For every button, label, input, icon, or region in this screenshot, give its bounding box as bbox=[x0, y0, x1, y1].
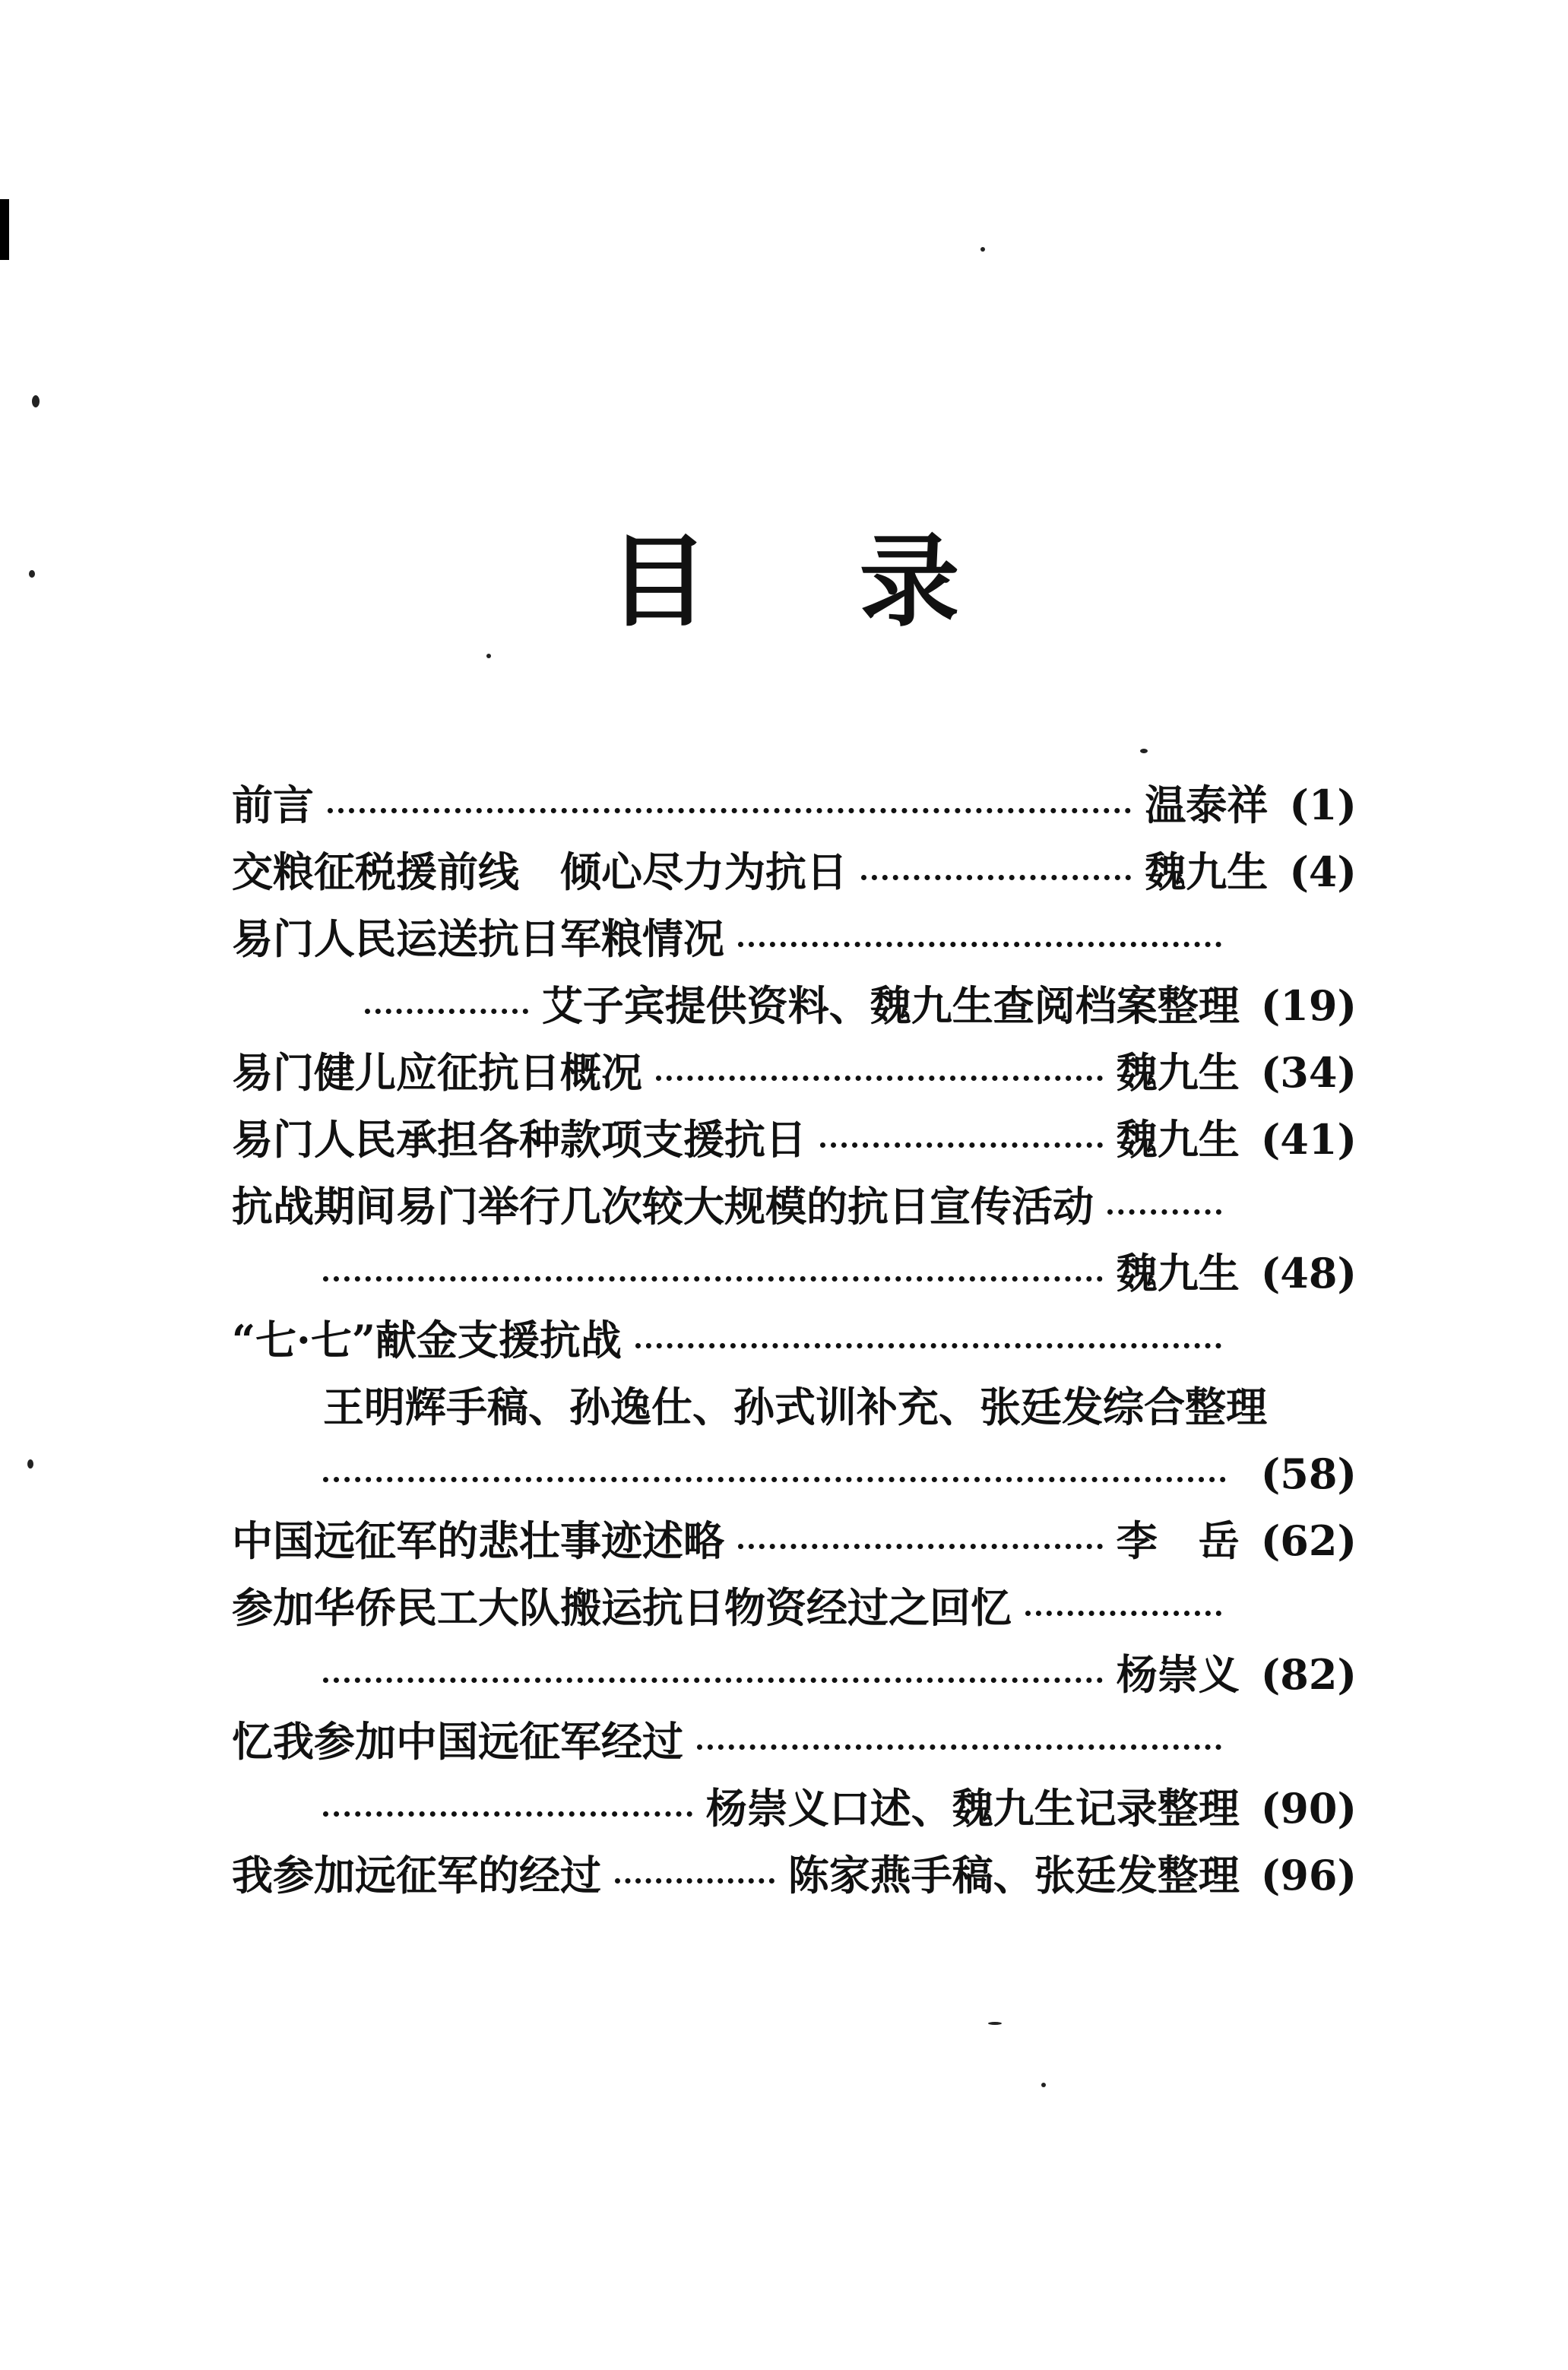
dot-leader bbox=[697, 1743, 1221, 1750]
entry-author: 陈家燕手稿、张廷发整理 bbox=[787, 1851, 1240, 1899]
dot-leader bbox=[323, 1676, 1103, 1683]
entry-author: 魏九生 bbox=[1145, 848, 1269, 896]
entry-title: 前言 bbox=[232, 781, 314, 829]
toc-entry-4[interactable] bbox=[232, 1046, 1357, 1099]
entry-page: (82) bbox=[1260, 1650, 1357, 1699]
dot-leader bbox=[635, 1342, 1221, 1348]
entry-author: 魏九生 bbox=[1116, 1115, 1240, 1164]
entry-page: (96) bbox=[1260, 1851, 1357, 1899]
entry-title: 忆我参加中国远征军经过 bbox=[232, 1717, 683, 1766]
title-char-2: 录 bbox=[859, 524, 960, 641]
dot-leader bbox=[1025, 1609, 1221, 1616]
toc-entry-10-title-line[interactable] bbox=[232, 1715, 1235, 1768]
entry-page: (1) bbox=[1289, 781, 1357, 829]
entry-title: 中国远征军的悲壮事迹述略 bbox=[232, 1516, 724, 1565]
dot-leader bbox=[820, 1141, 1103, 1148]
toc-entry-7-author-line bbox=[323, 1380, 1357, 1434]
entry-title: 我参加远征军的经过 bbox=[232, 1851, 601, 1899]
dot-leader bbox=[656, 1074, 1103, 1081]
dot-leader bbox=[861, 873, 1131, 880]
toc-entry-1[interactable] bbox=[232, 778, 1357, 832]
entry-page: (41) bbox=[1260, 1115, 1357, 1164]
entry-title: 交粮征税援前线 倾心尽力为抗日 bbox=[232, 848, 847, 896]
entry-title: 易门人民运送抗日军粮情况 bbox=[232, 914, 724, 963]
toc-entry-3-author-line[interactable] bbox=[365, 979, 1357, 1032]
entry-page: (62) bbox=[1260, 1516, 1357, 1565]
dot-leader bbox=[1107, 1208, 1221, 1215]
entry-author: 李 岳 bbox=[1116, 1516, 1240, 1565]
dot-leader bbox=[615, 1877, 774, 1884]
toc-entry-8[interactable] bbox=[232, 1514, 1357, 1567]
toc-entry-7-page-line[interactable] bbox=[323, 1447, 1357, 1500]
dot-leader bbox=[365, 1007, 528, 1014]
title-char-1: 目 bbox=[608, 524, 709, 641]
entry-title: 易门健儿应征抗日概况 bbox=[232, 1048, 642, 1097]
entry-page: (4) bbox=[1289, 848, 1357, 896]
toc-entry-9-title-line[interactable] bbox=[232, 1581, 1235, 1634]
toc-entry-10-author-line[interactable] bbox=[323, 1782, 1357, 1835]
dot-leader bbox=[738, 940, 1221, 947]
entry-author: 杨崇义口述、魏九生记录整理 bbox=[705, 1784, 1240, 1833]
dot-leader bbox=[328, 806, 1131, 813]
toc-entry-3-title-line[interactable] bbox=[232, 912, 1235, 965]
toc-entry-6-author-line[interactable] bbox=[323, 1247, 1357, 1300]
toc-entry-7-title-line[interactable] bbox=[232, 1313, 1235, 1367]
entry-title: 参加华侨民工大队搬运抗日物资经过之回忆 bbox=[232, 1583, 1012, 1632]
entry-title: 易门人民承担各种款项支援抗日 bbox=[232, 1115, 806, 1164]
entry-page: (90) bbox=[1260, 1784, 1357, 1833]
dot-leader bbox=[323, 1475, 1226, 1482]
dot-leader bbox=[323, 1810, 692, 1817]
entry-page: (58) bbox=[1260, 1450, 1357, 1498]
dot-leader bbox=[323, 1275, 1103, 1282]
entry-author: 王明辉手稿、孙逸仕、孙式训补充、张廷发综合整理 bbox=[323, 1383, 1267, 1431]
toc-entry-5[interactable] bbox=[232, 1113, 1357, 1166]
toc-entry-11[interactable] bbox=[232, 1849, 1357, 1902]
entry-title: 抗战期间易门举行几次较大规模的抗日宣传活动 bbox=[232, 1182, 1094, 1231]
entry-page: (19) bbox=[1260, 981, 1357, 1030]
entry-author: 魏九生 bbox=[1116, 1048, 1240, 1097]
toc-entry-6-title-line[interactable] bbox=[232, 1180, 1235, 1233]
entry-author: 艾子宾提供资料、魏九生查阅档案整理 bbox=[541, 981, 1240, 1030]
dot-leader bbox=[738, 1542, 1103, 1549]
entry-page: (34) bbox=[1260, 1048, 1357, 1097]
toc-entry-9-author-line[interactable] bbox=[323, 1648, 1357, 1701]
entry-author: 魏九生 bbox=[1116, 1249, 1240, 1297]
entry-author: 温泰祥 bbox=[1145, 781, 1269, 829]
entry-page: (48) bbox=[1260, 1249, 1357, 1297]
toc-entry-2[interactable] bbox=[232, 845, 1357, 898]
entry-title: “七·七”献金支援抗战 bbox=[232, 1316, 622, 1364]
entry-author: 杨崇义 bbox=[1116, 1650, 1240, 1699]
